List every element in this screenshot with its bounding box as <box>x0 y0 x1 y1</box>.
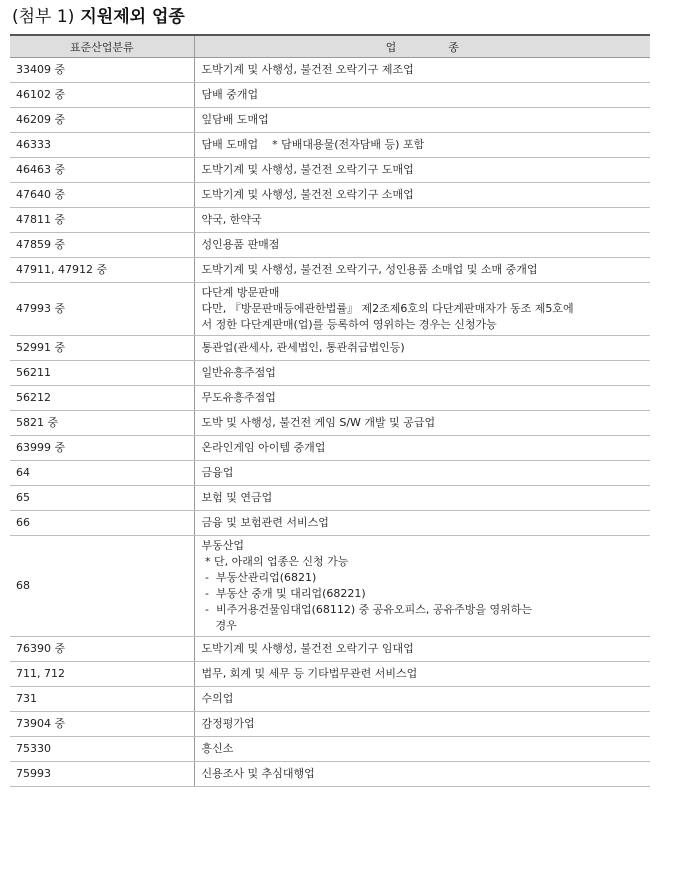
desc-line: - 부동산관리업(6821) <box>201 571 317 584</box>
industry-desc-cell <box>194 712 650 737</box>
industry-desc-cell <box>194 208 650 233</box>
table-row <box>10 158 650 183</box>
industry-desc-cell <box>194 637 650 662</box>
desc-line: 도박 및 사행성, 불건전 게임 S/W 개발 및 공급업 <box>201 416 436 429</box>
desc-line: 도박기계 및 사행성, 불건전 오락기구 도매업 <box>201 163 414 176</box>
desc-line: 무도유흥주점업 <box>201 391 276 404</box>
table-row <box>10 386 650 411</box>
industry-code-cell: 68 <box>10 536 194 637</box>
desc-line: 도박기계 및 사행성, 불건전 오락기구 소매업 <box>201 188 414 201</box>
industry-desc-cell <box>194 336 650 361</box>
title-prefix: (첨부 1) <box>12 7 75 27</box>
industry-code-cell: 731 <box>10 687 194 712</box>
industry-code-cell: 47911, 47912 중 <box>10 258 194 283</box>
industry-desc-cell <box>194 158 650 183</box>
table-row <box>10 461 650 486</box>
industry-desc-cell <box>194 762 650 787</box>
industry-desc-cell <box>194 386 650 411</box>
table-row <box>10 283 650 336</box>
table-row <box>10 662 650 687</box>
desc-line: 감정평가업 <box>201 717 255 730</box>
desc-header-char: 종 <box>448 40 459 54</box>
desc-line: 흥신소 <box>201 742 234 755</box>
industry-desc-cell <box>194 436 650 461</box>
exclusion-table <box>10 34 650 787</box>
table-row <box>10 687 650 712</box>
desc-header-char: 업 <box>385 40 397 54</box>
industry-desc-cell <box>194 536 650 637</box>
industry-desc-cell <box>194 258 650 283</box>
desc-line: 다만, 『방문판매등에관한법률』 제2조제6호의 다단계판매자가 동조 제5호에 <box>201 302 574 315</box>
industry-code-cell: 5821 중 <box>10 411 194 436</box>
desc-line: 약국, 한약국 <box>201 213 262 226</box>
desc-line: 법무, 회계 및 세무 등 기타법무관련 서비스업 <box>201 667 418 680</box>
page-title <box>10 0 650 34</box>
desc-line: 금융 및 보험관련 서비스업 <box>201 516 329 529</box>
desc-line: * 단, 아래의 업종은 신청 가능 <box>201 555 349 568</box>
industry-code-cell: 75993 <box>10 762 194 787</box>
industry-desc-cell <box>194 486 650 511</box>
industry-code-cell: 56212 <box>10 386 194 411</box>
desc-line: 일반유흥주점업 <box>201 366 276 379</box>
industry-code-cell: 76390 중 <box>10 637 194 662</box>
table-row <box>10 712 650 737</box>
desc-line: 도박기계 및 사행성, 불건전 오락기구, 성인용품 소매업 및 소매 중개업 <box>201 263 538 276</box>
industry-code-cell: 47859 중 <box>10 233 194 258</box>
desc-line: 경우 <box>201 619 237 632</box>
table-row <box>10 436 650 461</box>
industry-desc-cell <box>194 511 650 536</box>
desc-line: 다단계 방문판매 <box>201 286 280 299</box>
header-row <box>10 35 650 58</box>
industry-code-cell: 64 <box>10 461 194 486</box>
desc-line: 성인용품 판매점 <box>201 238 280 251</box>
desc-line: 보험 및 연금업 <box>201 491 273 504</box>
industry-desc-cell <box>194 737 650 762</box>
table-row <box>10 108 650 133</box>
desc-line: 도박기계 및 사행성, 불건전 오락기구 제조업 <box>201 63 414 76</box>
table-row <box>10 536 650 637</box>
industry-desc-cell <box>194 233 650 258</box>
industry-desc-cell <box>194 183 650 208</box>
industry-desc-cell <box>194 83 650 108</box>
industry-desc-cell <box>194 133 650 158</box>
industry-code-cell: 46209 중 <box>10 108 194 133</box>
table-row <box>10 511 650 536</box>
industry-code-cell: 47811 중 <box>10 208 194 233</box>
industry-code-cell: 73904 중 <box>10 712 194 737</box>
industry-code-cell: 52991 중 <box>10 336 194 361</box>
industry-code-cell: 56211 <box>10 361 194 386</box>
desc-line: 온라인게임 아이템 중개업 <box>201 441 326 454</box>
code-column-header: 표준산업분류 <box>10 35 194 58</box>
industry-desc-cell <box>194 283 650 336</box>
table-row <box>10 762 650 787</box>
desc-line: 잎담배 도매업 <box>201 113 269 126</box>
table-row <box>10 361 650 386</box>
desc-column-header <box>194 35 650 58</box>
industry-desc-cell <box>194 361 650 386</box>
table-row <box>10 637 650 662</box>
document-page <box>10 0 650 787</box>
industry-code-cell: 75330 <box>10 737 194 762</box>
desc-line: 부동산업 <box>201 539 245 552</box>
industry-code-cell: 46102 중 <box>10 83 194 108</box>
industry-desc-cell <box>194 108 650 133</box>
industry-code-cell: 47993 중 <box>10 283 194 336</box>
desc-line: - 부동산 중개 및 대리업(68221) <box>201 587 366 600</box>
desc-line: 금융업 <box>201 466 234 479</box>
table-row <box>10 208 650 233</box>
desc-line: - 비주거용건물임대업(68112) 중 공유오피스, 공유주방을 영위하는 <box>201 603 533 616</box>
desc-line: 도박기계 및 사행성, 불건전 오락기구 임대업 <box>201 642 414 655</box>
industry-code-cell: 66 <box>10 511 194 536</box>
desc-line: 담배 중개업 <box>201 88 259 101</box>
industry-desc-cell <box>194 461 650 486</box>
industry-desc-cell <box>194 411 650 436</box>
table-row <box>10 133 650 158</box>
desc-line: 서 정한 다단계판매(업)를 등록하여 영위하는 경우는 신청가능 <box>201 318 497 331</box>
table-row <box>10 258 650 283</box>
desc-line: 신용조사 및 추심대행업 <box>201 767 315 780</box>
desc-line: 수의업 <box>201 692 234 705</box>
title-text: 지원제외 업종 <box>80 7 185 27</box>
industry-code-cell: 63999 중 <box>10 436 194 461</box>
industry-desc-cell <box>194 58 650 83</box>
table-body <box>10 58 650 787</box>
table-row <box>10 233 650 258</box>
industry-code-cell: 711, 712 <box>10 662 194 687</box>
table-row <box>10 58 650 83</box>
table-row <box>10 737 650 762</box>
table-header <box>10 35 650 58</box>
industry-code-cell: 65 <box>10 486 194 511</box>
industry-code-cell: 46333 <box>10 133 194 158</box>
industry-code-cell: 46463 중 <box>10 158 194 183</box>
industry-code-cell: 47640 중 <box>10 183 194 208</box>
table-row <box>10 486 650 511</box>
table-row <box>10 336 650 361</box>
desc-line: 통관업(관세사, 관세법인, 통관취급법인등) <box>201 341 405 354</box>
industry-desc-cell <box>194 662 650 687</box>
desc-line: 담배 도매업 * 담배대용물(전자담배 등) 포함 <box>201 138 425 151</box>
industry-desc-cell <box>194 687 650 712</box>
industry-code-cell: 33409 중 <box>10 58 194 83</box>
table-row <box>10 183 650 208</box>
table-row <box>10 411 650 436</box>
table-row <box>10 83 650 108</box>
